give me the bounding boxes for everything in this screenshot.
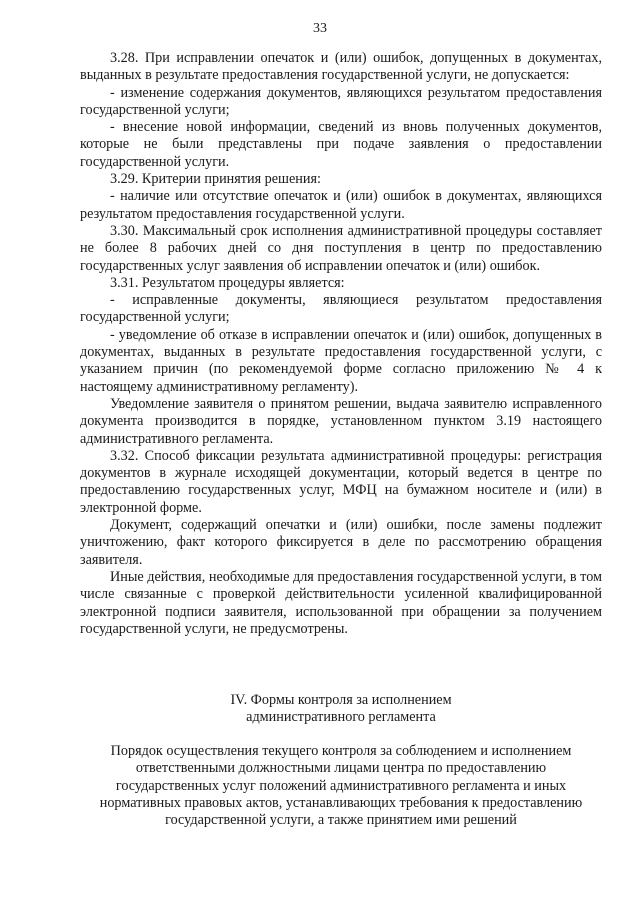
list-item: - внесение новой информации, сведений из вновь полученных документов, которые не были представлены при подаче заявления о предоставлении государственной услуги.	[80, 119, 602, 170]
section-heading	[80, 692, 602, 727]
subsection-heading-line: государственной услуги, а также принятием ими решений	[165, 812, 517, 829]
list-item: - уведомление об отказе в исправлении опечаток и (или) ошибок, допущенных в документах, выданных в результате предоставления государственной услуги, с указанием причин (по рекомендуемой форме согласно приложению № 4 к настоящему административному регламенту).	[80, 326, 602, 395]
paragraph-3-30: 3.30. Максимальный срок исполнения административной процедуры составляет не более 8 рабочих дней со дня поступления в центр по предоставлению государственных услуг заявления об исправлении опечаток и (или) ошибок.	[80, 222, 602, 274]
paragraph-3-32: 3.32. Способ фиксации результата административной процедуры: регистрация документов в журнале исходящей документации, который ведется в центре по предоставлению государственных услуг, МФЦ на бумажном носителе и (или) в электронной форме.	[80, 447, 602, 516]
paragraph: Документ, содержащий опечатки и (или) ошибки, после замены подлежит уничтожению, факт которого фиксируется в деле по рассмотрению обращения заявителя.	[80, 517, 602, 568]
page-number: 33	[313, 21, 327, 36]
subsection-heading-line: ответственными должностными лицами центра по предоставлению	[135, 760, 547, 777]
list-item: - исправленные документы, являющиеся результатом предоставления государственной услуги;	[80, 292, 602, 326]
paragraph: Уведомление заявителя о принятом решении, выдача заявителю исправленного документа производится в порядке, установленном пунктом 3.19 настоящего административного регламента.	[80, 395, 602, 447]
list-item: - изменение содержания документов, являющихся результатом предоставления государственной услуги;	[80, 84, 602, 118]
subsection-heading	[80, 743, 602, 829]
section-heading-line: IV. Формы контроля за исполнением	[230, 692, 452, 708]
paragraph-3-29: 3.29. Критерии принятия решения:	[110, 171, 321, 188]
list-item: - наличие или отсутствие опечаток и (или) ошибок в документах, являющихся результатом предоставления государственной услуги.	[80, 188, 602, 222]
subsection-heading-line: Порядок осуществления текущего контроля за соблюдением и исполнением	[110, 743, 572, 759]
section-heading-line: административного регламента	[246, 709, 436, 726]
subsection-heading-line: государственных услуг положений административного регламента и иных	[115, 777, 567, 794]
paragraph: Иные действия, необходимые для предоставления государственной услуги, в том числе связанные с проверкой действительности усиленной квалифицированной электронной подписи заявителя, использованной при обращении за получением государственной услуги, не предусмотрены.	[80, 568, 602, 637]
subsection-heading-line: нормативных правовых актов, устанавливающих требования к предоставлению	[99, 794, 583, 811]
paragraph-3-31: 3.31. Результатом процедуры является:	[110, 274, 345, 291]
document-body	[80, 50, 602, 638]
paragraph-3-28: 3.28. При исправлении опечаток и (или) ошибок, допущенных в документах, выданных в результате предоставления государственной услуги, не допускается:	[80, 50, 602, 84]
